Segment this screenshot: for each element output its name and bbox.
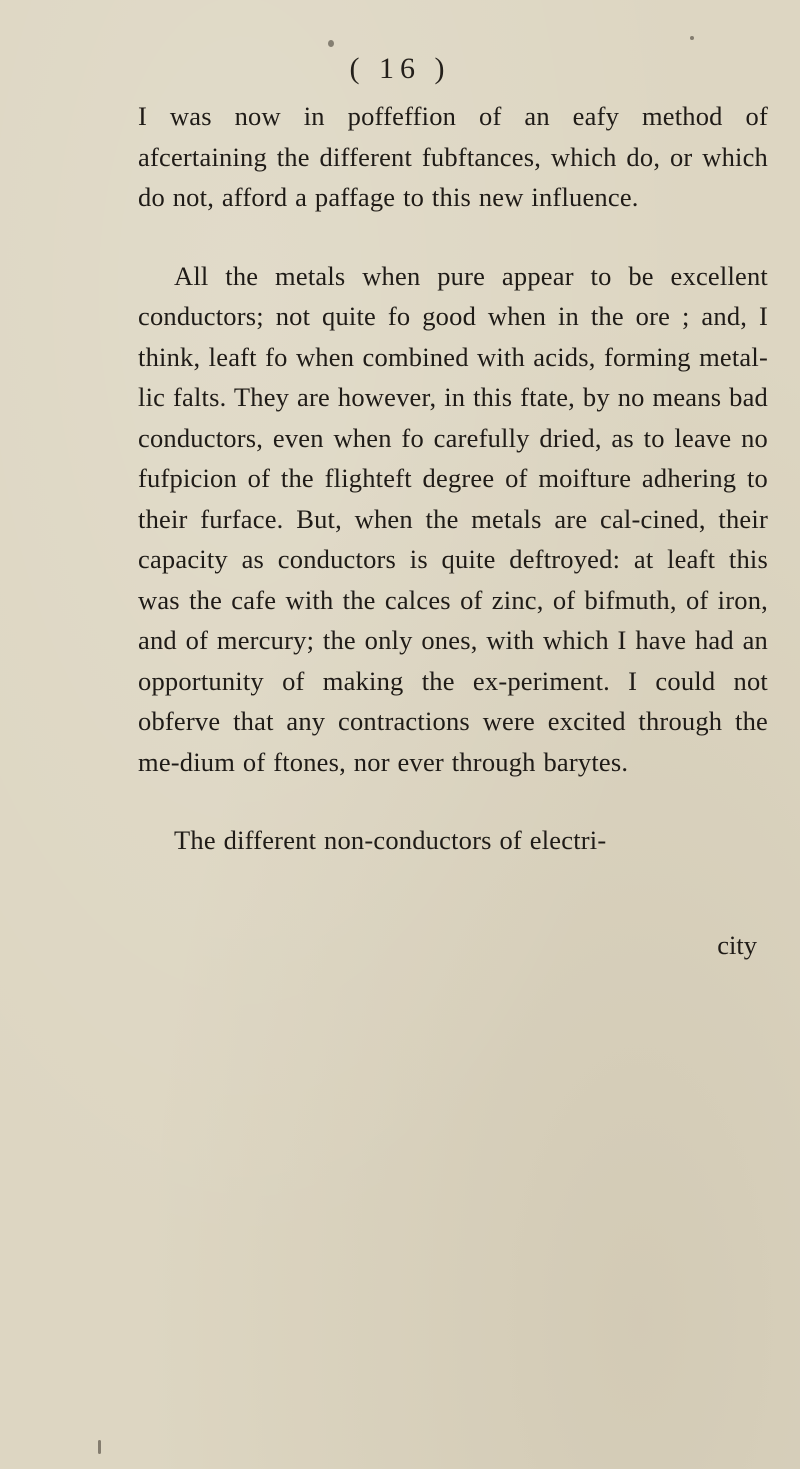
paper-speck <box>328 40 334 47</box>
paper-speck <box>690 36 694 40</box>
catchword: city <box>717 930 757 960</box>
body-text <box>138 96 768 861</box>
paragraph-2: All the metals when pure appear to be excellent conductors; not quite fo good when in the ore ; and, I think, leaft fo when combined with acids, forming metal-lic falts. They are however, in this ftate, by no means bad conductors, even when fo carefully dried, as to leave no fufpicion of the flighteft degree of moifture adhering to their furface. But, when the metals are cal-cined, their capacity as conductors is quite deftroyed: at leaft this was the cafe with the calces of zinc, of bifmuth, of iron, and of mercury; the only ones, with which I have had an opportunity of making the ex-periment. I could not obferve that any contractions were excited through the me-dium of ftones, nor ever through barytes. <box>138 260 768 777</box>
paragraph-1: I was now in poffeffion of an eafy method of afcertaining the different fubftances, which do, or which do not, afford a paffage to this new influence. <box>138 101 768 212</box>
paper-speck <box>98 1440 101 1454</box>
page-number: ( 16 ) <box>349 52 451 85</box>
paragraph-3: The different non-conductors of electri- <box>174 825 607 855</box>
